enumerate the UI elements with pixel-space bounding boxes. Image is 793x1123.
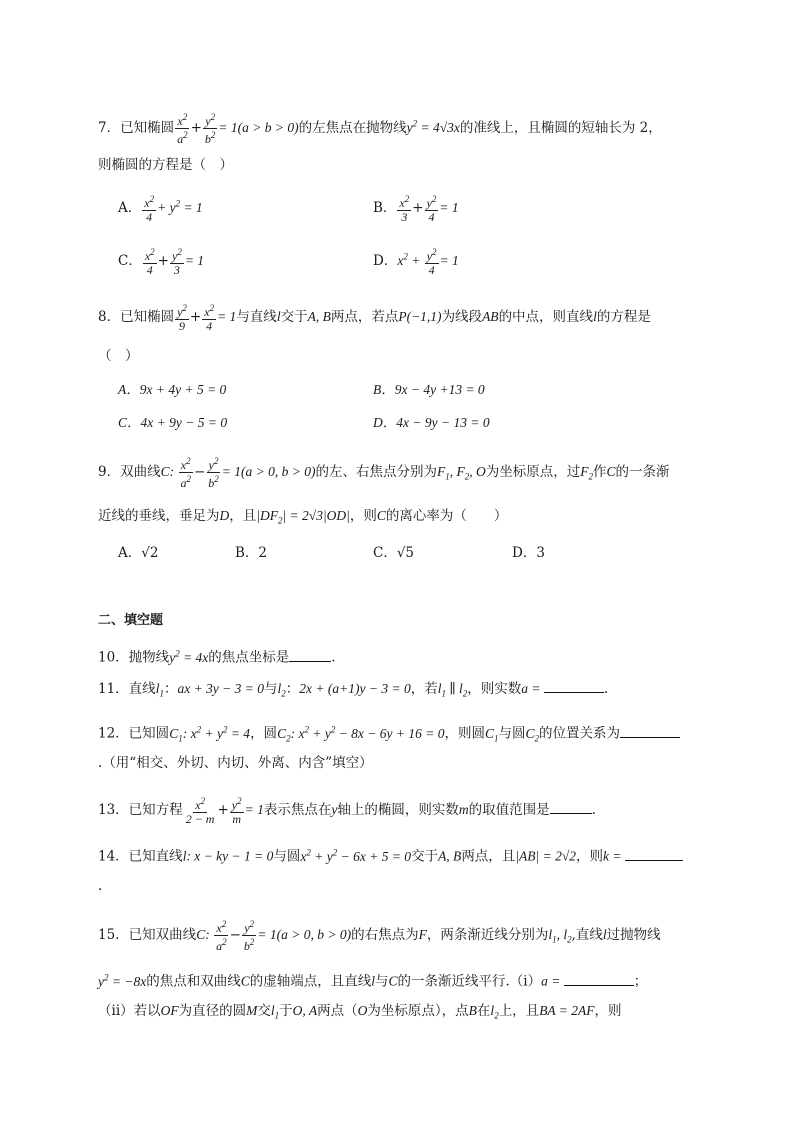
q12-line2: .（用“相交、外切、内切、外离、内含”填空） xyxy=(98,755,373,771)
q13-line: 13．已知方程 $\frac{x^2}{2 - m}$ + $\frac{y^2}{m}$ = 1表示焦点在y轴上的椭圆，则实数m的取值范围是 . xyxy=(98,796,596,826)
q15-line1: 15．已知双曲线C: $\frac{x^2}{a^2}$ − $\frac{y^2}{b^2}$ = 1(a > 0, b > 0)的右焦点为F，两条渐近线分别为$l_1$, $l_2$,直线l过抛物线 xyxy=(98,919,661,953)
q8-line1: 8．已知椭圆 $\frac{y^2}{9}$ + $\frac{x^2}{4}$ = 1与直线l交于A, B两点，若点P(−1,1)为线段AB的中点，则直线l的方程是 xyxy=(98,303,651,333)
section-heading-fill-in: 二、填空题 xyxy=(98,613,164,628)
q9-option-c[interactable]: C．√5 xyxy=(373,545,415,561)
q7-option-a[interactable]: A． $\frac{x^2}{4}$ + $y^2 = 1$ xyxy=(118,194,203,224)
q9-line1: 9．双曲线C: $\frac{x^2}{a^2}$ − $\frac{y^2}{b^2}$ = 1(a > 0, b > 0)的左、右焦点分别为$F_1$, $F_2$, O为坐标原点，过$F_2$作C的一条渐 xyxy=(98,456,670,490)
q7-option-b[interactable]: B． $\frac{x^2}{3}$ + $\frac{y^2}{4}$ = 1 xyxy=(373,194,459,224)
q14-line2: . xyxy=(98,878,103,894)
q8-line2: （ ） xyxy=(98,348,139,364)
q15-line3: （ii）若以OF为直径的圆M交$l_1$于O, A两点（O为坐标原点），点B在$l_2$上，且BA = 2AF，则 xyxy=(98,1003,622,1021)
q11-line: 11．直线$l_1$：ax + 3y − 3 = 0与$l_2$：2x + (a+1)y − 3 = 0，若$l_1$ ∥ $l_2$，则实数a = . xyxy=(98,681,609,699)
q8-option-d[interactable]: D．4x − 9y − 13 = 0 xyxy=(373,415,490,430)
q9-option-b[interactable]: B．2 xyxy=(235,545,268,561)
q8-option-a[interactable]: A．9x + 4y + 5 = 0 xyxy=(118,382,227,397)
q10-line: 10．抛物线$y^2 = 4x$的焦点坐标是 . xyxy=(98,648,336,666)
q12-line1: 12．已知圆$C_1$: $x^2 + y^2 = 4$，圆$C_2$: $x^2 + y^2 - 8x - 6y + 16 = 0$，则圆$C_1$与圆$C_2$的位置关系为 xyxy=(98,718,680,749)
q7-option-c[interactable]: C． $\frac{x^2}{4}$ + $\frac{y^2}{3}$ = 1 xyxy=(118,247,205,277)
q9-line2: 近线的垂线，垂足为D，且$|DF_2| = 2√3|OD|$，则C的离心率为（ ） xyxy=(98,508,508,526)
q7-option-d[interactable]: D．$x^2$ + $\frac{y^2}{4}$ = 1 xyxy=(373,247,459,277)
q7-line1: 7．已知椭圆 $\frac{x^2}{a^2}$ + $\frac{y^2}{b^2}$ = 1(a > b > 0)的左焦点在抛物线$y^2 = 4√3x$的准线上，且椭圆的短轴长为 2， xyxy=(98,112,662,146)
q14-line1: 14．已知直线l: x − ky − 1 = 0与圆$x^2 + y^2 - 6x + 5 = 0$交于A, B两点，且|AB| = 2√2，则k = xyxy=(98,841,683,868)
q9-option-d[interactable]: D．3 xyxy=(512,545,545,561)
q7-line2: 则椭圆的方程是（ ） xyxy=(98,157,233,173)
q9-option-a[interactable]: A．√2 xyxy=(118,545,159,561)
q8-option-c[interactable]: C．4x + 9y − 5 = 0 xyxy=(118,415,228,430)
q8-option-b[interactable]: B．9x − 4y +13 = 0 xyxy=(373,382,485,397)
q15-line2: $y^2 = -8x$的焦点和双曲线C的虚轴端点，且直线l与C的一条渐近线平行.（i）a = ； xyxy=(98,972,648,990)
